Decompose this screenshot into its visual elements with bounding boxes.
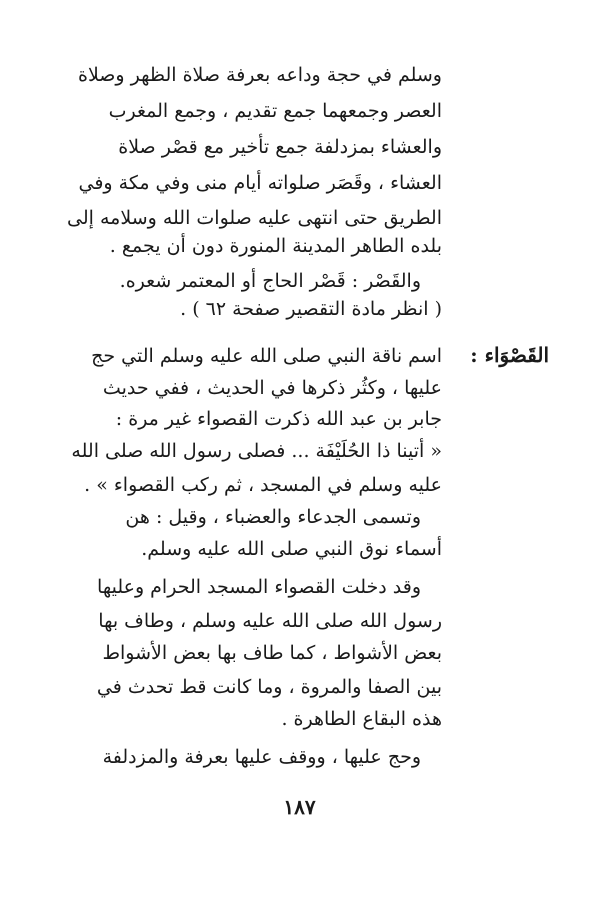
text-line: العشاء ، وقَصَر صلواته أيام منى وفي مكة وفي <box>78 172 442 194</box>
text-line: وقد دخلت القصواء المسجد الحرام وعليها <box>97 576 421 598</box>
page-number: ١٨٧ <box>283 795 316 819</box>
text-line: العصر وجمعهما جمع تقديم ، وجمع المغرب <box>108 100 442 122</box>
text-line: بعض الأشواط ، كما طاف بها بعض الأشواط <box>102 642 442 664</box>
text-line: وسلم في حجة وداعه بعرفة صلاة الظهر وصلاة <box>78 64 442 86</box>
entry-term: القَصْوَاء : <box>470 343 549 367</box>
text-line: عليه وسلم في المسجد ، ثم ركب القصواء » . <box>84 474 442 496</box>
text-line: اسم ناقة النبي صلى الله عليه وسلم التي حج <box>91 345 442 367</box>
text-line: بلده الطاهر المدينة المنورة دون أن يجمع . <box>109 235 442 257</box>
text-line: الطريق حتى انتهى عليه صلوات الله وسلامه إلى <box>67 207 442 229</box>
text-line: هذه البقاع الطاهرة . <box>281 708 442 730</box>
text-line: ( انظر مادة التقصير صفحة ٦٢ ) . <box>180 298 442 320</box>
text-line: أسماء نوق النبي صلى الله عليه وسلم. <box>141 538 442 560</box>
text-line: جابر بن عبد الله ذكرت القصواء غير مرة : <box>115 408 442 430</box>
text-line: « أتينا ذا الحُلَيْفَة ... فصلى رسول الله صلى الله <box>71 440 442 462</box>
text-line: وحج عليها ، ووقف عليها بعرفة والمزدلفة <box>102 746 421 768</box>
text-line: وتسمى الجدعاء والعضباء ، وقيل : هن <box>125 506 421 528</box>
text-line: بين الصفا والمروة ، وما كانت قط تحدث في <box>96 676 442 698</box>
text-line: رسول الله صلى الله عليه وسلم ، وطاف بها <box>98 610 442 632</box>
text-line: عليها ، وكثُر ذكرها في الحديث ، ففي حديث <box>102 377 442 399</box>
text-line: والقَصْر : قَصْر الحاج أو المعتمر شعره. <box>119 270 421 292</box>
text-line: والعشاء بمزدلفة جمع تأخير مع قصْر صلاة <box>118 136 442 158</box>
